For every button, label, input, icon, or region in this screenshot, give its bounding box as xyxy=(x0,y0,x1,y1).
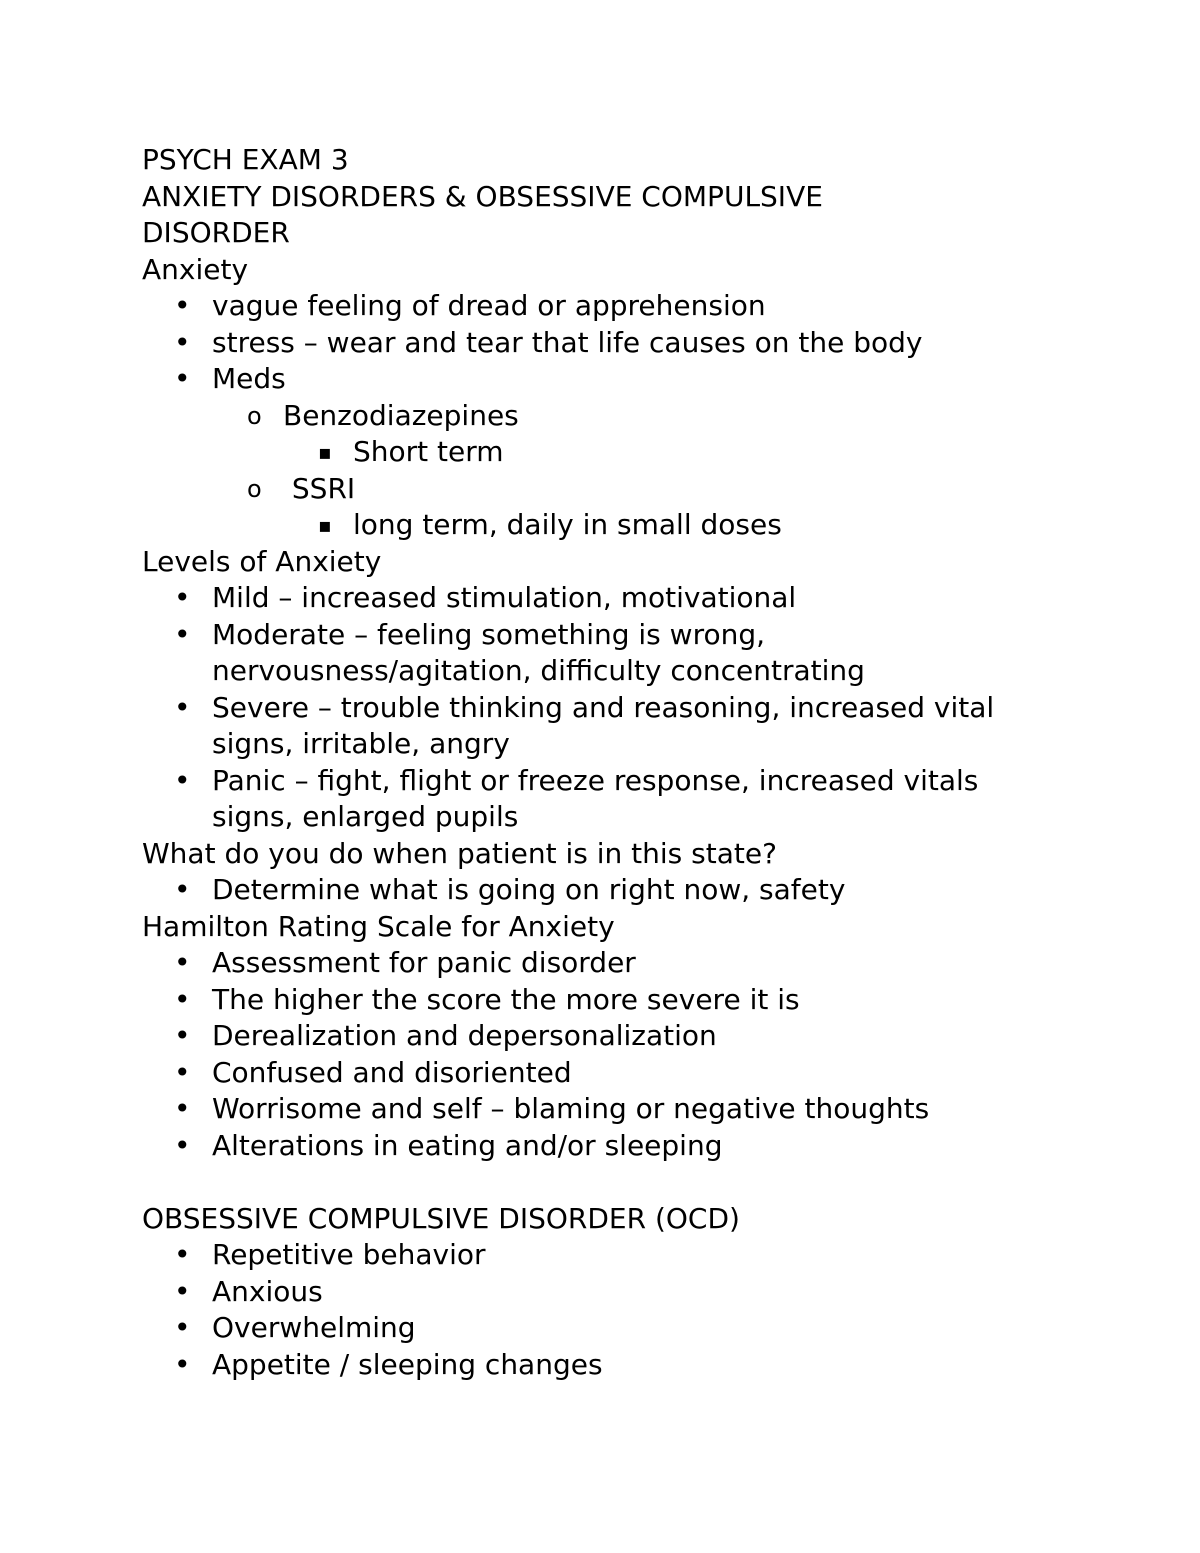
list-item xyxy=(142,1055,1042,1092)
bullet-icon: • xyxy=(174,289,191,322)
bullet-icon: • xyxy=(174,1238,191,1271)
bullet-icon: • xyxy=(174,362,191,395)
square-bullet-icon: ▪ xyxy=(318,440,332,464)
list-item-text: Confused and disoriented xyxy=(212,1055,572,1089)
document-title: PSYCH EXAM 3 xyxy=(142,143,349,176)
list-item xyxy=(142,945,1042,982)
list-item-text: Determine what is going on right now, safety xyxy=(212,873,846,906)
circle-bullet-icon: o xyxy=(247,401,262,430)
list-item xyxy=(142,288,1042,325)
list-item xyxy=(142,1237,1042,1274)
bullet-icon: • xyxy=(174,690,191,724)
list-item-text: Anxious xyxy=(212,1274,323,1308)
list-item xyxy=(142,690,1042,763)
bullet-icon: • xyxy=(174,763,191,797)
list-item-text: Moderate – feeling something is wrong, nervousness/agitation, difficulty concentrating xyxy=(212,617,865,687)
list-item xyxy=(142,872,1042,909)
med-detail: long term, daily in small doses xyxy=(353,508,782,541)
list-item-text: Severe – trouble thinking and reasoning, increased vital signs, irritable, angry xyxy=(212,690,995,760)
list-item xyxy=(142,1128,1042,1165)
list-item-text: Overwhelming xyxy=(212,1311,416,1344)
bullet-icon: • xyxy=(174,982,191,1016)
list-item xyxy=(142,763,1042,836)
list-item xyxy=(142,617,1042,690)
bullet-icon: • xyxy=(174,1055,191,1089)
sub-sub-list-item xyxy=(142,434,1042,471)
list-item xyxy=(142,1310,1042,1347)
section-heading-what-to-do: What do you do when patient is in this state? xyxy=(142,836,777,870)
document-subtitle: ANXIETY DISORDERS & OBSESSIVE COMPULSIVE DISORDER xyxy=(142,179,823,249)
section-heading-levels: Levels of Anxiety xyxy=(142,544,382,578)
list-item-text: Appetite / sleeping changes xyxy=(212,1347,603,1381)
list-item-text: Panic – fight, flight or freeze response, increased vitals signs, enlarged pupils xyxy=(212,763,979,833)
square-bullet-icon: ▪ xyxy=(318,513,332,537)
med-name: Benzodiazepines xyxy=(283,398,519,432)
list-item xyxy=(142,1274,1042,1311)
ocd-list xyxy=(142,1237,1042,1383)
bullet-icon: • xyxy=(174,1128,191,1162)
med-detail: Short term xyxy=(353,435,504,468)
what-to-do-list xyxy=(142,872,1042,909)
bullet-icon: • xyxy=(174,325,191,359)
bullet-icon: • xyxy=(174,1311,191,1344)
hamilton-list xyxy=(142,945,1042,1164)
list-item-text: Assessment for panic disorder xyxy=(212,946,636,979)
list-item-text: Mild – increased stimulation, motivational xyxy=(212,581,797,614)
bullet-icon: • xyxy=(174,873,191,906)
list-item-text: stress – wear and tear that life causes on the body xyxy=(212,325,923,359)
levels-list xyxy=(142,580,1042,836)
list-item xyxy=(142,580,1042,617)
blank-line xyxy=(142,1164,1042,1201)
anxiety-list xyxy=(142,288,1042,544)
section-heading-anxiety: Anxiety xyxy=(142,252,249,286)
sub-list-item xyxy=(142,398,1042,435)
sub-sub-list-item xyxy=(142,507,1042,544)
list-item xyxy=(142,1347,1042,1384)
list-item-text: vague feeling of dread or apprehension xyxy=(212,289,766,322)
list-item-text: Repetitive behavior xyxy=(212,1238,486,1271)
section-heading-hamilton: Hamilton Rating Scale for Anxiety xyxy=(142,909,615,943)
section-heading-ocd: OBSESSIVE COMPULSIVE DISORDER (OCD) xyxy=(142,1201,740,1235)
bullet-icon: • xyxy=(174,1347,191,1381)
list-item xyxy=(142,1018,1042,1055)
bullet-icon: • xyxy=(174,1274,191,1308)
document-content xyxy=(142,142,1042,1383)
list-item-text: Derealization and depersonalization xyxy=(212,1019,717,1052)
list-item xyxy=(142,325,1042,362)
list-item-text: Meds xyxy=(212,362,286,395)
bullet-icon: • xyxy=(174,1019,191,1052)
med-name: SSRI xyxy=(283,471,356,505)
list-item xyxy=(142,1091,1042,1128)
list-item xyxy=(142,982,1042,1019)
bullet-icon: • xyxy=(174,946,191,979)
list-item-text: The higher the score the more severe it is xyxy=(212,982,800,1016)
list-item xyxy=(142,361,1042,398)
list-item-text: Alterations in eating and/or sleeping xyxy=(212,1128,723,1162)
circle-bullet-icon: o xyxy=(247,474,262,503)
list-item-text: Worrisome and self – blaming or negative thoughts xyxy=(212,1092,930,1125)
bullet-icon: • xyxy=(174,617,191,651)
sub-list-item xyxy=(142,471,1042,508)
bullet-icon: • xyxy=(174,1092,191,1125)
bullet-icon: • xyxy=(174,581,191,614)
